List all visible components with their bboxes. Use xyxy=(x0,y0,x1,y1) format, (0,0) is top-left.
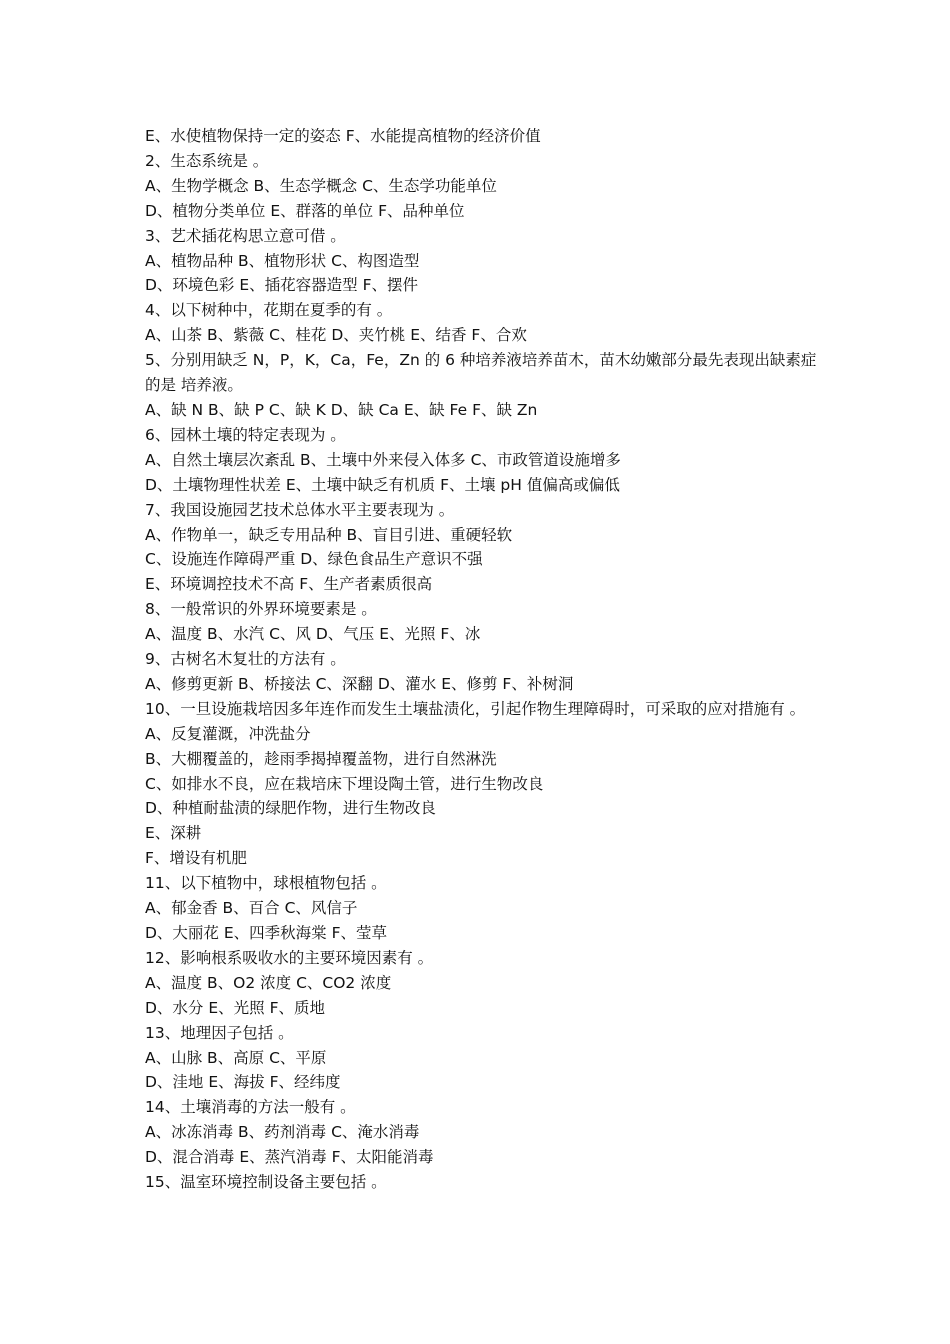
text-line: E、水使植物保持一定的姿态 F、水能提高植物的经济价值 xyxy=(145,127,541,145)
options-line: A、自然土壤层次紊乱 B、土壤中外来侵入体多 C、市政管道设施增多 xyxy=(145,450,621,469)
question-4: 4、以下树种中，花期在夏季的有 。 xyxy=(145,301,393,320)
options-line: D、洼地 E、海拔 F、经纬度 xyxy=(145,1073,341,1092)
options-line: F、增设有机肥 xyxy=(145,849,247,868)
options-line: A、植物品种 B、植物形状 C、构图造型 xyxy=(145,251,420,270)
question-14: 14、土壤消毒的方法一般有 。 xyxy=(145,1098,356,1117)
options-line: C、如排水不良，应在栽培床下埋设陶土管，进行生物改良 xyxy=(145,774,544,793)
question-15: 15、温室环境控制设备主要包括 。 xyxy=(145,1173,387,1192)
question-13: 13、地理因子包括 。 xyxy=(145,1023,294,1042)
question-2: 2、生态系统是 。 xyxy=(145,151,269,170)
options-line: A、反复灌溉，冲洗盐分 xyxy=(145,724,311,743)
options-line: D、植物分类单位 E、群落的单位 F、品种单位 xyxy=(145,201,465,220)
options-line: D、土壤物理性状差 E、土壤中缺乏有机质 F、土壤 pH 值偏高或偏低 xyxy=(145,475,620,494)
question-5: 5、分别用缺乏 N，P，K，Ca，Fe，Zn 的 6 种培养液培养苗木，苗木幼嫩部分最先表现出缺素症的是 培养液。 xyxy=(145,351,817,395)
options-line: A、修剪更新 B、桥接法 C、深翻 D、灌水 E、修剪 F、补树洞 xyxy=(145,674,574,693)
options-line: A、山茶 B、紫薇 C、桂花 D、夹竹桃 E、结香 F、合欢 xyxy=(145,326,527,345)
options-line: D、环境色彩 E、插花容器造型 F、摆件 xyxy=(145,276,418,295)
options-line: B、大棚覆盖的，趁雨季揭掉覆盖物，进行自然淋洗 xyxy=(145,749,497,768)
options-line: E、深耕 xyxy=(145,824,202,843)
options-line: D、水分 E、光照 F、质地 xyxy=(145,998,325,1017)
document-body xyxy=(145,124,820,1195)
question-10: 10、一旦设施栽培因多年连作而发生土壤盐渍化，引起作物生理障碍时，可采取的应对措施有 。 xyxy=(145,699,806,718)
options-line: D、大丽花 E、四季秋海棠 F、莹草 xyxy=(145,924,387,942)
options-line: D、混合消毒 E、蒸汽消毒 F、太阳能消毒 xyxy=(145,1148,434,1167)
options-line: A、缺 N B、缺 P C、缺 K D、缺 Ca E、缺 Fe F、缺 Zn xyxy=(145,400,538,419)
question-7: 7、我国设施园艺技术总体水平主要表现为 。 xyxy=(145,500,455,519)
question-12: 12、影响根系吸收水的主要环境因素有 。 xyxy=(145,948,434,967)
options-line: A、生物学概念 B、生态学概念 C、生态学功能单位 xyxy=(145,176,497,195)
question-8: 8、一般常识的外界环境要素是 。 xyxy=(145,600,377,619)
options-line: A、作物单一，缺乏专用品种 B、盲目引进、重硬轻软 xyxy=(145,525,513,544)
options-line: A、温度 B、O2 浓度 C、CO2 浓度 xyxy=(145,973,392,992)
options-line: C、设施连作障碍严重 D、绿色食品生产意识不强 xyxy=(145,550,483,569)
question-3: 3、艺术插花构思立意可借 。 xyxy=(145,226,346,245)
question-6: 6、园林土壤的特定表现为 。 xyxy=(145,425,346,444)
question-9: 9、古树名木复壮的方法有 。 xyxy=(145,650,346,669)
options-line: D、种植耐盐渍的绿肥作物，进行生物改良 xyxy=(145,799,436,818)
options-line: A、郁金香 B、百合 C、风信子 xyxy=(145,899,358,918)
options-line: A、冰冻消毒 B、药剂消毒 C、淹水消毒 xyxy=(145,1123,420,1142)
options-line: A、山脉 B、高原 C、平原 xyxy=(145,1048,327,1067)
options-line: E、环境调控技术不高 F、生产者素质很高 xyxy=(145,575,433,594)
options-line: A、温度 B、水汽 C、风 D、气压 E、光照 F、冰 xyxy=(145,625,481,644)
question-11: 11、以下植物中，球根植物包括 。 xyxy=(145,874,387,893)
